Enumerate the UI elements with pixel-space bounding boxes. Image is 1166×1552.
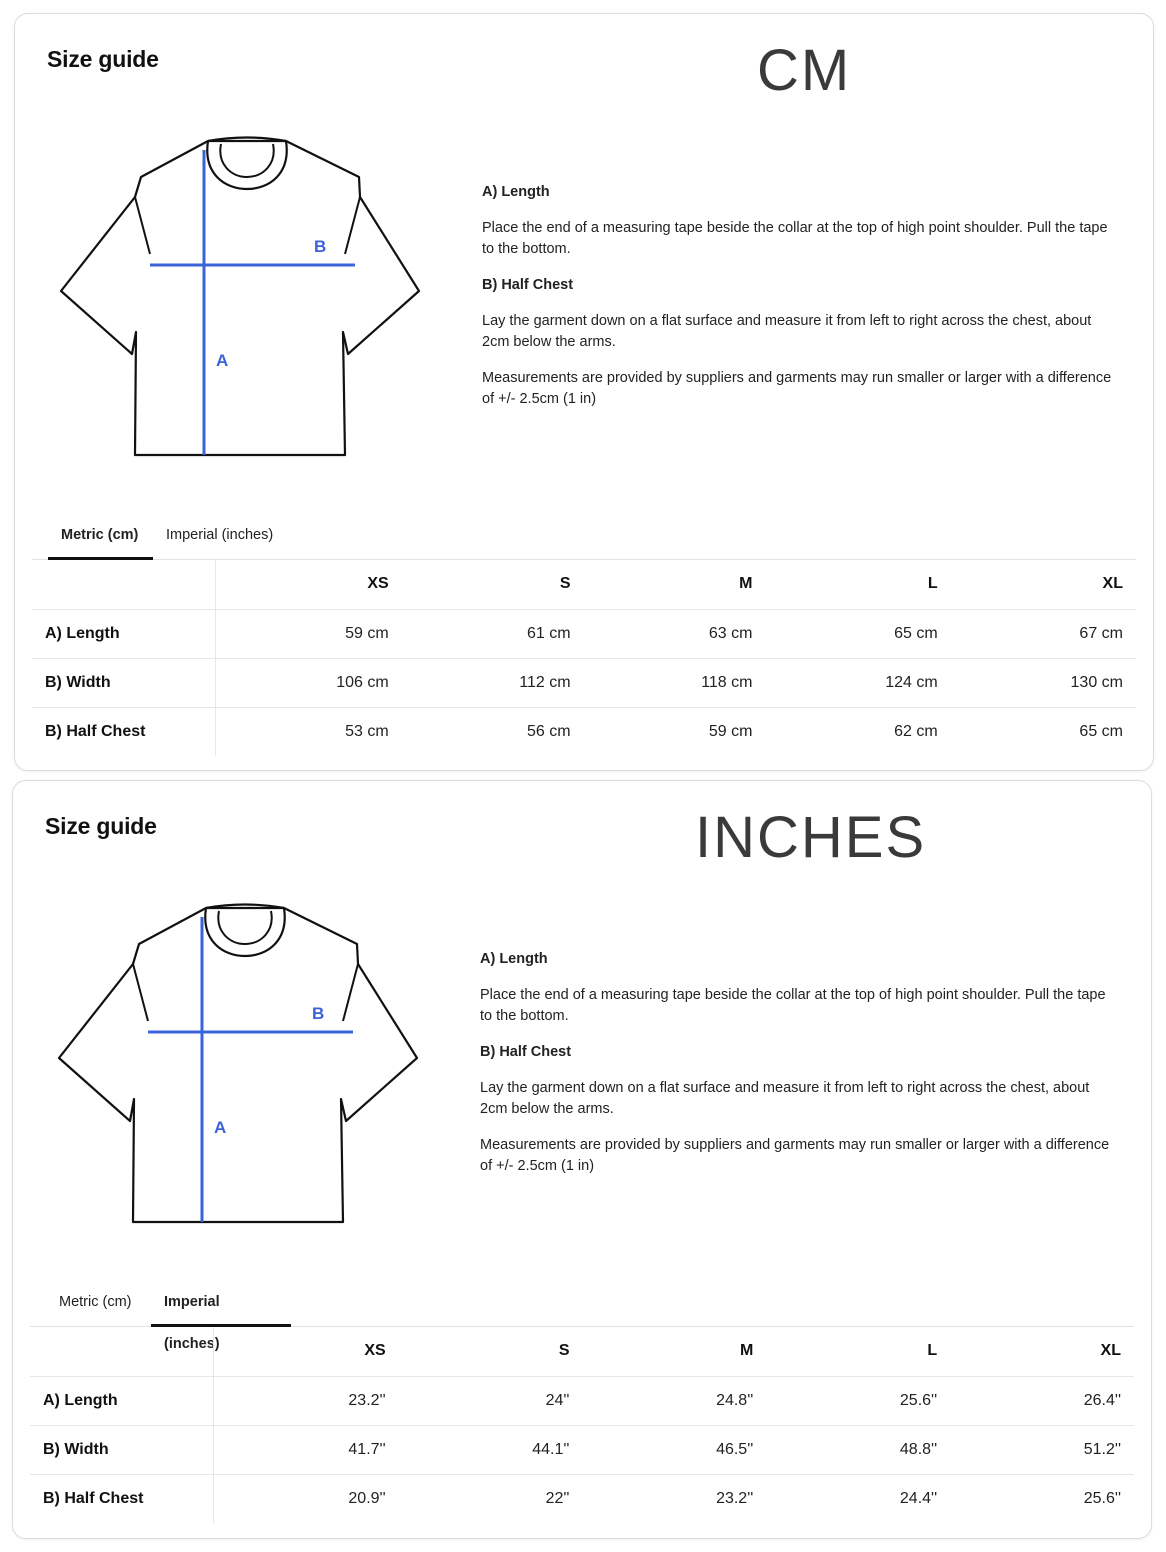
table-corner <box>30 1327 213 1376</box>
table-row <box>30 1425 1134 1474</box>
size-table <box>30 1327 1134 1523</box>
table-cell: 59 cm <box>708 722 753 740</box>
unit-label: INCHES <box>695 805 927 870</box>
row-label: B) Half Chest <box>30 1474 213 1523</box>
size-header: XS <box>215 560 402 609</box>
size-header: S <box>399 1327 583 1376</box>
size-header: L <box>765 560 950 609</box>
table-cell: 65 cm <box>1079 722 1123 740</box>
table-row <box>32 707 1136 756</box>
table-cell: 130 cm <box>951 658 1136 707</box>
tab-metric[interactable]: Metric (cm) <box>48 514 153 560</box>
measure-label-b: B <box>312 1004 325 1023</box>
size-header: XL <box>950 1327 1134 1376</box>
table-cell: 63 cm <box>584 609 766 658</box>
table-header-row <box>30 1327 1134 1376</box>
table-cell: 65 cm <box>765 609 950 658</box>
table-cell: 46.5'' <box>582 1425 766 1474</box>
size-guide-panel-cm <box>14 13 1154 771</box>
row-label: B) Width <box>32 658 215 707</box>
table-cell: 48.8'' <box>766 1425 950 1474</box>
measurement-instructions <box>482 182 1122 425</box>
table-cell: 24.8'' <box>582 1376 766 1425</box>
length-text: Place the end of a measuring tape beside the collar at the top of high point shoulder. Pull the tape to the bottom. <box>482 220 1108 257</box>
table-cell: 51.2'' <box>950 1425 1134 1474</box>
table-row <box>32 658 1136 707</box>
tab-metric[interactable]: Metric (cm) <box>59 1294 132 1310</box>
size-header: XS <box>213 1327 399 1376</box>
table-header-row <box>32 560 1136 609</box>
measure-label-b: B <box>314 237 327 256</box>
unit-label: CM <box>757 38 852 103</box>
table-cell: 62 cm <box>894 722 938 740</box>
tshirt-diagram <box>53 901 423 1231</box>
table-cell: 53 cm <box>345 722 389 740</box>
table-cell: 112 cm <box>402 658 584 707</box>
table-row <box>32 609 1136 658</box>
table-corner <box>32 560 215 609</box>
chest-heading: B) Half Chest <box>480 1044 572 1060</box>
table-cell: 118 cm <box>584 658 766 707</box>
size-header: XL <box>951 560 1136 609</box>
row-label: A) Length <box>30 1376 213 1425</box>
length-heading: A) Length <box>482 184 550 200</box>
table-cell: 25.6'' <box>766 1376 950 1425</box>
tab-imperial[interactable]: Imperial (inches) <box>151 1281 291 1327</box>
chest-text: Lay the garment down on a flat surface and measure it from left to right across the chest, about 2cm below the arms. <box>480 1080 1090 1117</box>
measure-label-a: A <box>216 351 229 370</box>
size-header: M <box>582 1327 766 1376</box>
size-header: L <box>766 1327 950 1376</box>
length-text: Place the end of a measuring tape beside the collar at the top of high point shoulder. Pull the tape to the bottom. <box>480 987 1106 1024</box>
tshirt-diagram <box>55 134 425 464</box>
panel-title: Size guide <box>47 46 159 72</box>
table-cell: 124 cm <box>765 658 950 707</box>
row-label: B) Half Chest <box>32 707 215 756</box>
table-cell: 41.7'' <box>213 1425 399 1474</box>
table-cell: 23.2'' <box>716 1489 754 1507</box>
panel-title: Size guide <box>45 813 157 839</box>
size-table <box>32 560 1136 756</box>
table-cell: 44.1'' <box>399 1425 583 1474</box>
table-row <box>30 1376 1134 1425</box>
table-cell: 59 cm <box>215 609 402 658</box>
measurement-note: Measurements are provided by suppliers and garments may run smaller or larger with a difference of +/- 2.5cm (1 in) <box>480 1137 1110 1174</box>
table-cell: 20.9'' <box>348 1489 386 1507</box>
size-header: M <box>584 560 766 609</box>
length-heading: A) Length <box>480 951 548 967</box>
table-cell: 106 cm <box>215 658 402 707</box>
table-cell: 23.2'' <box>213 1376 399 1425</box>
table-cell: 24.4'' <box>899 1489 938 1507</box>
measurement-note: Measurements are provided by suppliers and garments may run smaller or larger with a difference of +/- 2.5cm (1 in) <box>482 370 1112 407</box>
table-cell: 61 cm <box>402 609 584 658</box>
table-row <box>30 1474 1134 1523</box>
table-cell: 22'' <box>545 1489 570 1507</box>
unit-tabs <box>32 514 1136 560</box>
table-cell: 56 cm <box>526 722 571 740</box>
chest-heading: B) Half Chest <box>482 277 574 293</box>
table-cell: 67 cm <box>951 609 1136 658</box>
table-cell: 25.6'' <box>1083 1489 1121 1507</box>
size-header: S <box>402 560 584 609</box>
chest-text: Lay the garment down on a flat surface and measure it from left to right across the chest, about 2cm below the arms. <box>482 313 1092 350</box>
row-label: B) Width <box>30 1425 213 1474</box>
table-cell: 26.4'' <box>950 1376 1134 1425</box>
tab-imperial[interactable]: Imperial (inches) <box>166 527 274 543</box>
row-label: A) Length <box>32 609 215 658</box>
measure-label-a: A <box>214 1118 227 1137</box>
table-cell: 24'' <box>399 1376 583 1425</box>
measurement-instructions <box>480 949 1120 1192</box>
size-guide-panel-inches <box>12 780 1152 1539</box>
